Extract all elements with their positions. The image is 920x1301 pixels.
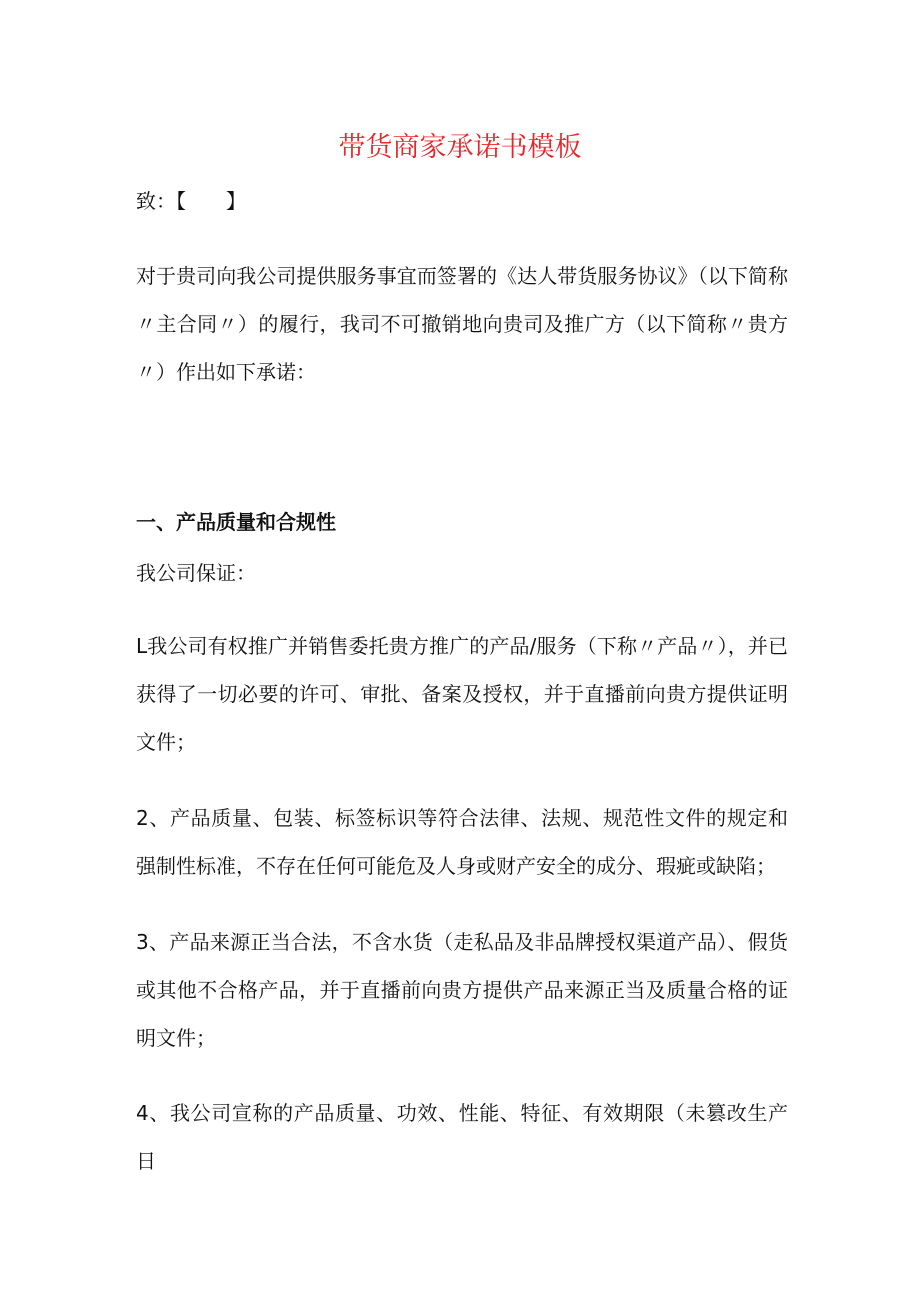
commitment-item-1: L我公司有权推广并销售委托贵方推广的产品/服务（下称〃产品〃），并已获得了一切必要的许可、审批、备案及授权，并于直播前向贵方提供证明文件； xyxy=(136,634,788,754)
commitment-item-3: 3、产品来源正当合法，不含水货（走私品及非品牌授权渠道产品）、假货或其他不合格产品，并于直播前向贵方提供产品来源正当及质量合格的证明文件； xyxy=(136,930,788,1050)
document-title: 带货商家承诺书模板 xyxy=(338,132,582,163)
section-heading-product-quality: 一、产品质量和合规性 xyxy=(136,510,336,534)
intro-paragraph: 对于贵司向我公司提供服务事宜而签署的《达人带货服务协议》（以下简称〃主合同〃）的履行，我司不可撤销地向贵司及推广方（以下简称〃贵方〃）作出如下承诺： xyxy=(136,264,788,384)
commitment-item-2: 2、产品质量、包装、标签标识等符合法律、法规、规范性文件的规定和强制性标准，不存在任何可能危及人身或财产安全的成分、瑕疵或缺陷； xyxy=(136,806,788,878)
addressee-line: 致：【 】 xyxy=(136,189,246,213)
guarantee-line: 我公司保证： xyxy=(136,561,256,585)
commitment-item-4: 4、我公司宣称的产品质量、功效、性能、特征、有效期限（未篡改生产日 xyxy=(136,1101,788,1173)
